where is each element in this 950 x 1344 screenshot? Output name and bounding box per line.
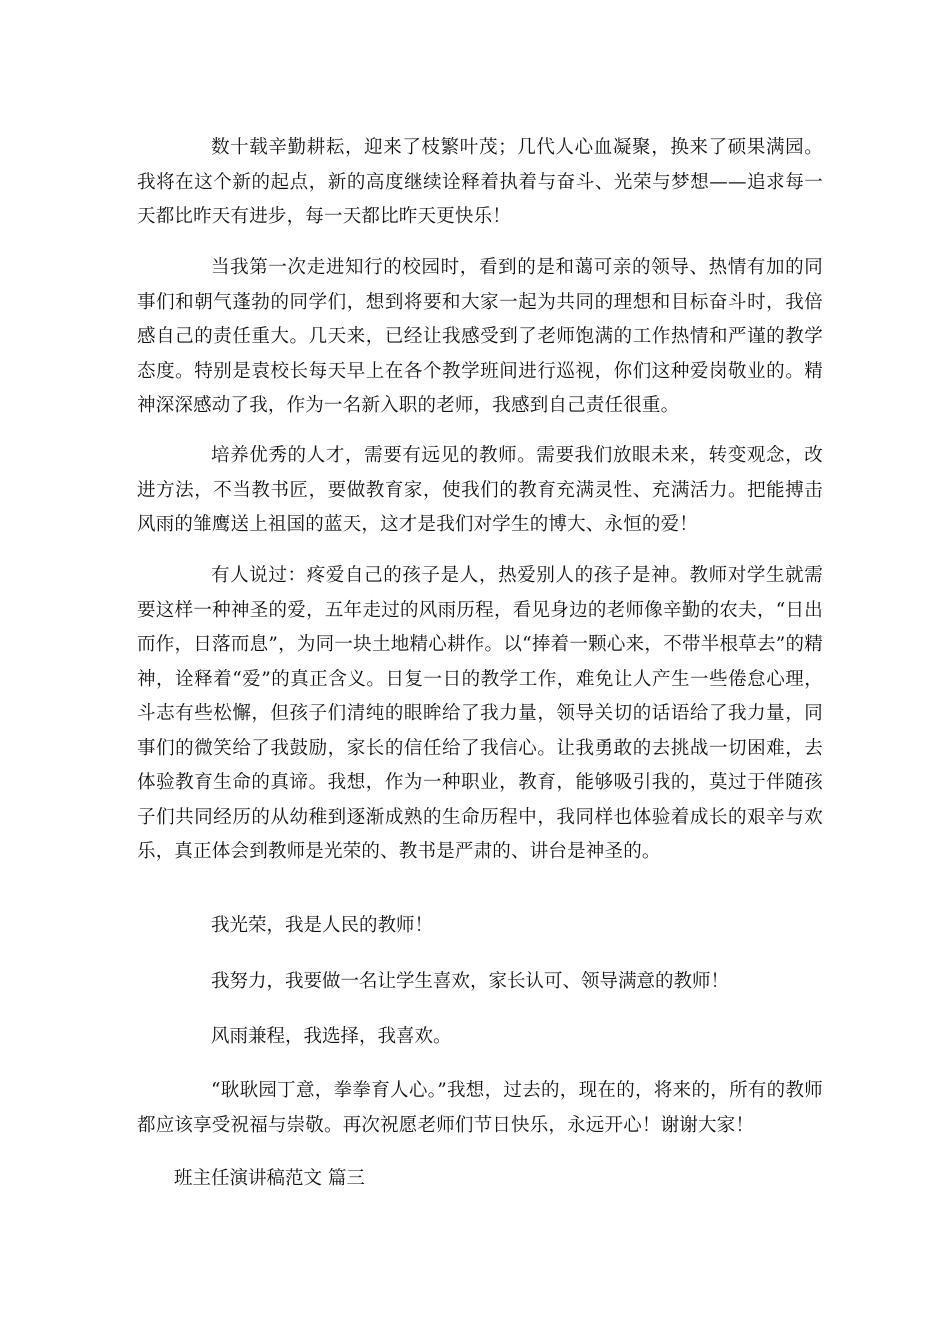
paragraph-3: 培养优秀的人才，需要有远见的教师。需要我们放眼未来，转变观念，改进方法，不当教书匠，要做教育家，使我们的教育充满灵性、充满活力。把能搏击风雨的雏鹰送上祖国的蓝天，这才是我们对学生的博大、永恒的爱！ xyxy=(137,445,823,535)
paragraph-5: 我光荣，我是人民的教师！ xyxy=(211,915,434,936)
section-title: 班主任演讲稿范文 篇三 xyxy=(174,1168,365,1189)
paragraph-1: 数十载辛勤耕耘，迎来了枝繁叶茂；几代人心血凝聚，换来了硕果满园。我将在这个新的起点，新的高度继续诠释着执着与奋斗、光荣与梦想——追求每一天都比昨天有进步，每一天都比昨天更快乐！ xyxy=(137,137,823,227)
paragraph-7: 风雨兼程，我选择，我喜欢。 xyxy=(211,1026,452,1047)
paragraph-6: 我努力，我要做一名让学生喜欢，家长认可、领导满意的教师！ xyxy=(211,971,730,992)
paragraph-4: 有人说过：疼爱自己的孩子是人，热爱别人的孩子是神。教师对学生就需要这样一种神圣的爱，五年走过的风雨历程，看见身边的老师像辛勤的农夫，“日出而作，日落而息”，为同一块土地精心耕作。以“捧着一颗心来，不带半根草去”的精神，诠释着“爱”的真正含义。日复一日的教学工作，难免让人产生一些倦怠心理，斗志有些松懈，但孩子们清纯的眼眸给了我力量，领导关切的话语给了我力量，同事们的微笑给了我鼓励，家长的信任给了我信心。让我勇敢的去挑战一切困难，去体验教育生命的真谛。我想，作为一种职业，教育，能够吸引我的，莫过于伴随孩子们共同经历的从幼稚到逐渐成熟的生命历程中，我同样也体验着成长的艰辛与欢乐，真正体会到教师是光荣的、教书是严肃的、讲台是神圣的。 xyxy=(137,565,823,862)
paragraph-2: 当我第一次走进知行的校园时，看到的是和蔼可亲的领导、热情有加的同事们和朝气蓬勃的同学们，想到将要和大家一起为共同的理想和目标奋斗时，我倍感自己的责任重大。几天来，已经让我感受到了老师饱满的工作热情和严谨的教学态度。特别是袁校长每天早上在各个教学班间进行巡视，你们这种爱岗敬业的。精神深深感动了我，作为一名新入职的老师，我感到自己责任很重。 xyxy=(137,257,823,416)
paragraph-8: “耿耿园丁意，拳拳育人心。”我想，过去的，现在的，将来的，所有的教师都应该享受祝福与崇敬。再次祝愿老师们节日快乐，永远开心！谢谢大家！ xyxy=(137,1080,823,1136)
